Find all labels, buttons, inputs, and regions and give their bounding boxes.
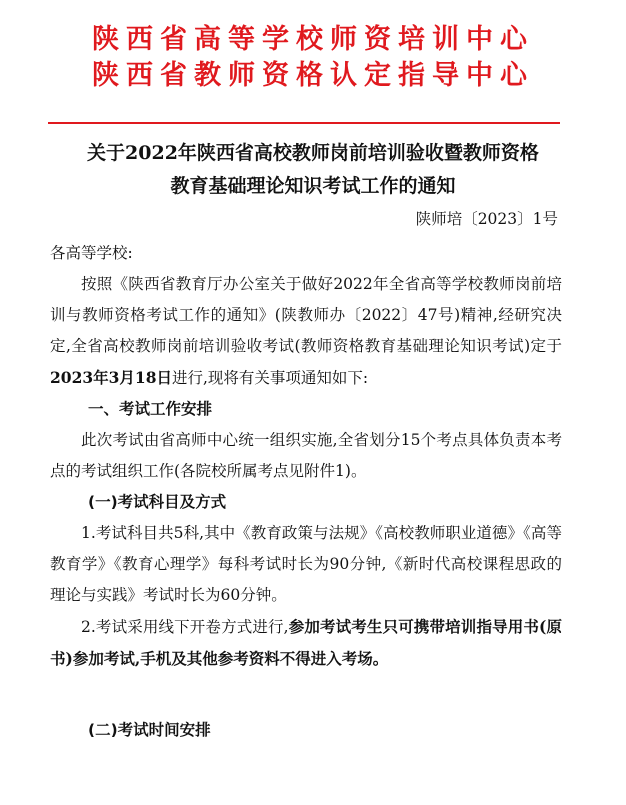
document-number: 陕师培〔2023〕1号 — [415, 210, 558, 228]
intro-text-1: 按照《陕西省教育厅办公室关于做好2022年全省高等学校教师岗前培训与教师资格考试工作的通知》(陕教师办〔2022〕47号)精神,经研究决定,全省高校教师岗前培训验收考试(教师资格教育基础理论知识考试)定于 — [50, 275, 562, 355]
title-line-2: 教育基础理论知识考试工作的通知 — [170, 175, 456, 197]
section-1-paragraph: 此次考试由省高师中心统一组织实施,全省划分15个考点具体负责本考点的考试组织工作(各院校所属考点见附件1)。 — [50, 431, 562, 480]
intro-text-2: 进行,现将有关事项通知如下: — [172, 369, 369, 387]
spacer — [50, 675, 562, 715]
subsection-1-item-1: 1.考试科目共5科,其中《教育政策与法规》《高校教师职业道德》《高等教育学》《教育心理学》每科考试时长为90分钟,《新时代高校课程思政的理论与实践》考试时长为60分钟。 — [50, 524, 562, 604]
document-title — [30, 137, 596, 203]
exam-date: 2023年3月18日 — [50, 368, 172, 387]
subsection-1-item-2 — [50, 611, 562, 675]
section-1-heading: 一、考试工作安排 — [88, 400, 213, 418]
red-divider — [48, 122, 560, 124]
intro-paragraph — [50, 269, 562, 394]
letterhead — [0, 22, 626, 94]
document-body — [50, 238, 562, 746]
org-name-1: 陕西省高等学校师资培训中心 — [92, 24, 534, 55]
item-2-text: 2.考试采用线下开卷方式进行, — [81, 618, 289, 636]
salutation: 各高等学校: — [50, 244, 133, 262]
org-name-2: 陕西省教师资格认定指导中心 — [92, 60, 534, 91]
subsection-2-heading: (二)考试时间安排 — [88, 721, 211, 739]
subsection-1-heading: (一)考试科目及方式 — [88, 493, 227, 511]
item-2-bold-text: 参加考试考生只可携带培训指导用书(原书)参加考试,手机及其他参考资料不得进入考场。 — [50, 617, 562, 668]
title-line-1: 关于2022年陕西省高校教师岗前培训验收暨教师资格 — [87, 142, 539, 164]
